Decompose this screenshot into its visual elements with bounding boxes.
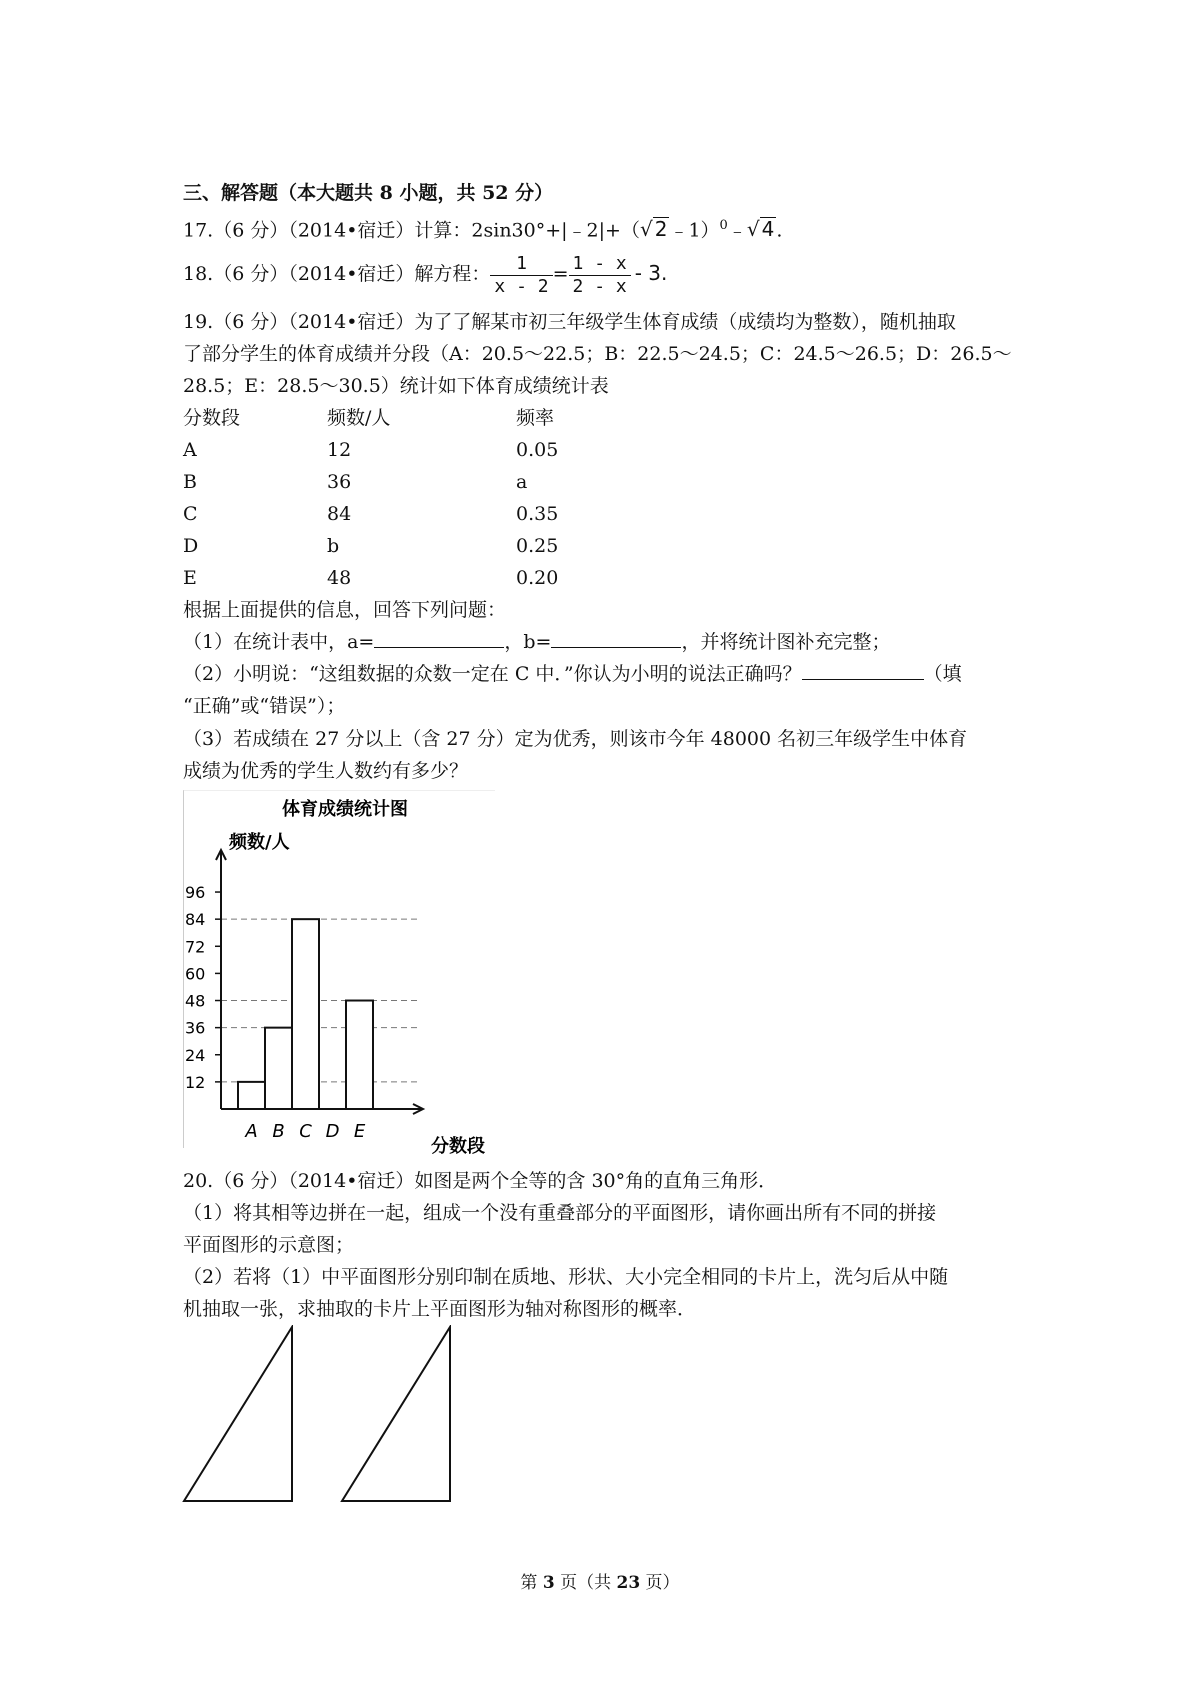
bar xyxy=(265,1028,292,1109)
x-category-label: C xyxy=(299,1121,312,1142)
q19-sub1 xyxy=(183,629,890,655)
right-triangle-left xyxy=(184,1327,292,1501)
y-tick-label: 36 xyxy=(185,1018,206,1038)
answer-blank-a[interactable] xyxy=(374,629,504,648)
triangles-figure xyxy=(180,1325,460,1505)
q18-num2: 1 - x xyxy=(572,252,627,274)
table-cell: A xyxy=(183,439,197,461)
section-title: 三、解答题（本大题共 8 小题，共 52 分） xyxy=(183,182,554,204)
sub2-b-text: （填 xyxy=(923,663,962,685)
table-cell: 0.35 xyxy=(516,503,559,525)
table-cell: 0.05 xyxy=(516,439,559,461)
q18-fraction-right xyxy=(569,253,631,298)
q19-sub2 xyxy=(183,661,962,687)
footer-text: 第 xyxy=(520,1573,543,1593)
table-cell: 84 xyxy=(327,503,352,525)
q17-prefix: 17.（6 分）（2014•宿迁）计算：2sin30°+|﹣2|+（ xyxy=(183,219,640,242)
question-17: 17.（6 分）（2014•宿迁）计算：2sin30°+|﹣2|+（√ 2 ﹣1）$^0$﹣√ 4 . xyxy=(183,217,783,242)
q17-end: . xyxy=(776,219,783,242)
q17-exponent: 0 xyxy=(719,218,728,233)
q18-end: - 3. xyxy=(634,261,668,285)
table-cell: C xyxy=(183,503,198,525)
bar xyxy=(346,1001,373,1109)
table-cell: 12 xyxy=(327,439,352,461)
table-cell: 0.20 xyxy=(516,567,559,589)
right-triangle-right xyxy=(342,1327,450,1501)
y-tick-label: 60 xyxy=(185,964,206,984)
table-cell: B xyxy=(183,471,197,493)
q20-line5: 机抽取一张，求抽取的卡片上平面图形为轴对称图形的概率． xyxy=(183,1298,697,1320)
q20-line2: （1）将其相等边拼在一起，组成一个没有重叠部分的平面图形，请你画出所有不同的拼接 xyxy=(183,1202,937,1224)
q20-line1: 20.（6 分）（2014•宿迁）如图是两个全等的含 30°角的直角三角形． xyxy=(183,1170,778,1192)
q17-sqrt2: 2 xyxy=(654,217,668,242)
answer-blank-b[interactable] xyxy=(551,629,681,648)
q18-fraction-left xyxy=(490,253,552,298)
sub1-a-text: （1）在统计表中，a= xyxy=(183,631,375,653)
q20-line3: 平面图形的示意图； xyxy=(183,1234,355,1256)
sub2-a-text: （2）小明说：“这组数据的众数一定在 C 中．”你认为小明的说法正确吗？ xyxy=(183,663,802,685)
footer-text: 页（共 xyxy=(554,1573,617,1593)
table-header-frequency: 频数/人 xyxy=(327,407,391,429)
footer-text: 页） xyxy=(640,1573,680,1593)
q18-prefix: 18.（6 分）（2014•宿迁）解方程： xyxy=(183,263,491,285)
q19-sub3-line2: 成绩为优秀的学生人数约有多少？ xyxy=(183,760,469,782)
page-footer xyxy=(0,1568,1200,1593)
sub1-b-text: ，b= xyxy=(504,631,552,653)
q18-num1: 1 xyxy=(516,252,527,274)
table-cell: a xyxy=(516,471,528,493)
x-category-label: A xyxy=(245,1121,258,1142)
y-tick-label: 12 xyxy=(185,1072,206,1092)
footer-page-number: 3 xyxy=(542,1573,555,1593)
q19-line3: 28.5；E：28.5～30.5）统计如下体育成绩统计表 xyxy=(183,375,609,397)
x-category-label: E xyxy=(353,1121,366,1142)
q19-sub3-line1: （3）若成绩在 27 分以上（含 27 分）定为优秀，则该市今年 48000 名初三年级学生中体育 xyxy=(183,728,968,750)
table-cell: 48 xyxy=(327,567,352,589)
question-18 xyxy=(183,247,667,300)
chart-y-axis-label: 频数/人 xyxy=(229,832,290,853)
table-header-segment: 分数段 xyxy=(183,407,241,429)
x-category-label: B xyxy=(272,1121,285,1142)
y-tick-label: 48 xyxy=(185,991,206,1011)
table-cell: 36 xyxy=(327,471,352,493)
q17-sqrt4: 4 xyxy=(761,217,775,242)
table-cell: 0.25 xyxy=(516,535,559,557)
q18-den2: 2 - x xyxy=(569,275,631,298)
q19-intro: 根据上面提供的信息，回答下列问题： xyxy=(183,599,507,621)
q19-line2: 了部分学生的体育成绩并分段（A：20.5～22.5；B：22.5～24.5；C：24.5～26.5；D：26.5～ xyxy=(183,343,1012,365)
q17-mid: ﹣1） xyxy=(669,219,720,242)
table-header-rate: 频率 xyxy=(516,407,555,429)
footer-total-pages: 23 xyxy=(616,1573,641,1593)
y-tick-label: 96 xyxy=(185,883,206,903)
q18-den1: x - 2 xyxy=(490,275,552,298)
table-cell: b xyxy=(327,535,340,557)
sub1-c-text: ，并将统计图补充完整； xyxy=(681,631,891,653)
table-cell: D xyxy=(183,535,199,557)
q19-line1: 19.（6 分）（2014•宿迁）为了了解某市初三年级学生体育成绩（成绩均为整数），随机抽取 xyxy=(183,311,956,333)
y-tick-label: 84 xyxy=(185,910,206,930)
histogram-chart xyxy=(183,790,499,1158)
q18-equals: = xyxy=(552,263,569,285)
x-category-label: D xyxy=(325,1121,340,1142)
y-tick-label: 72 xyxy=(185,937,206,957)
q17-minus: ﹣ xyxy=(727,219,747,242)
bar xyxy=(292,919,319,1109)
bar xyxy=(238,1082,265,1109)
y-tick-label: 24 xyxy=(185,1045,206,1065)
q20-line4: （2）若将（1）中平面图形分别印制在质地、形状、大小完全相同的卡片上，洗匀后从中随 xyxy=(183,1266,949,1288)
q19-sub2-cont: “正确”或“错误”）； xyxy=(183,695,346,717)
chart-title: 体育成绩统计图 xyxy=(282,799,408,820)
answer-blank-correct[interactable] xyxy=(802,661,924,680)
table-cell: E xyxy=(183,567,197,589)
chart-x-axis-label: 分数段 xyxy=(431,1136,485,1157)
